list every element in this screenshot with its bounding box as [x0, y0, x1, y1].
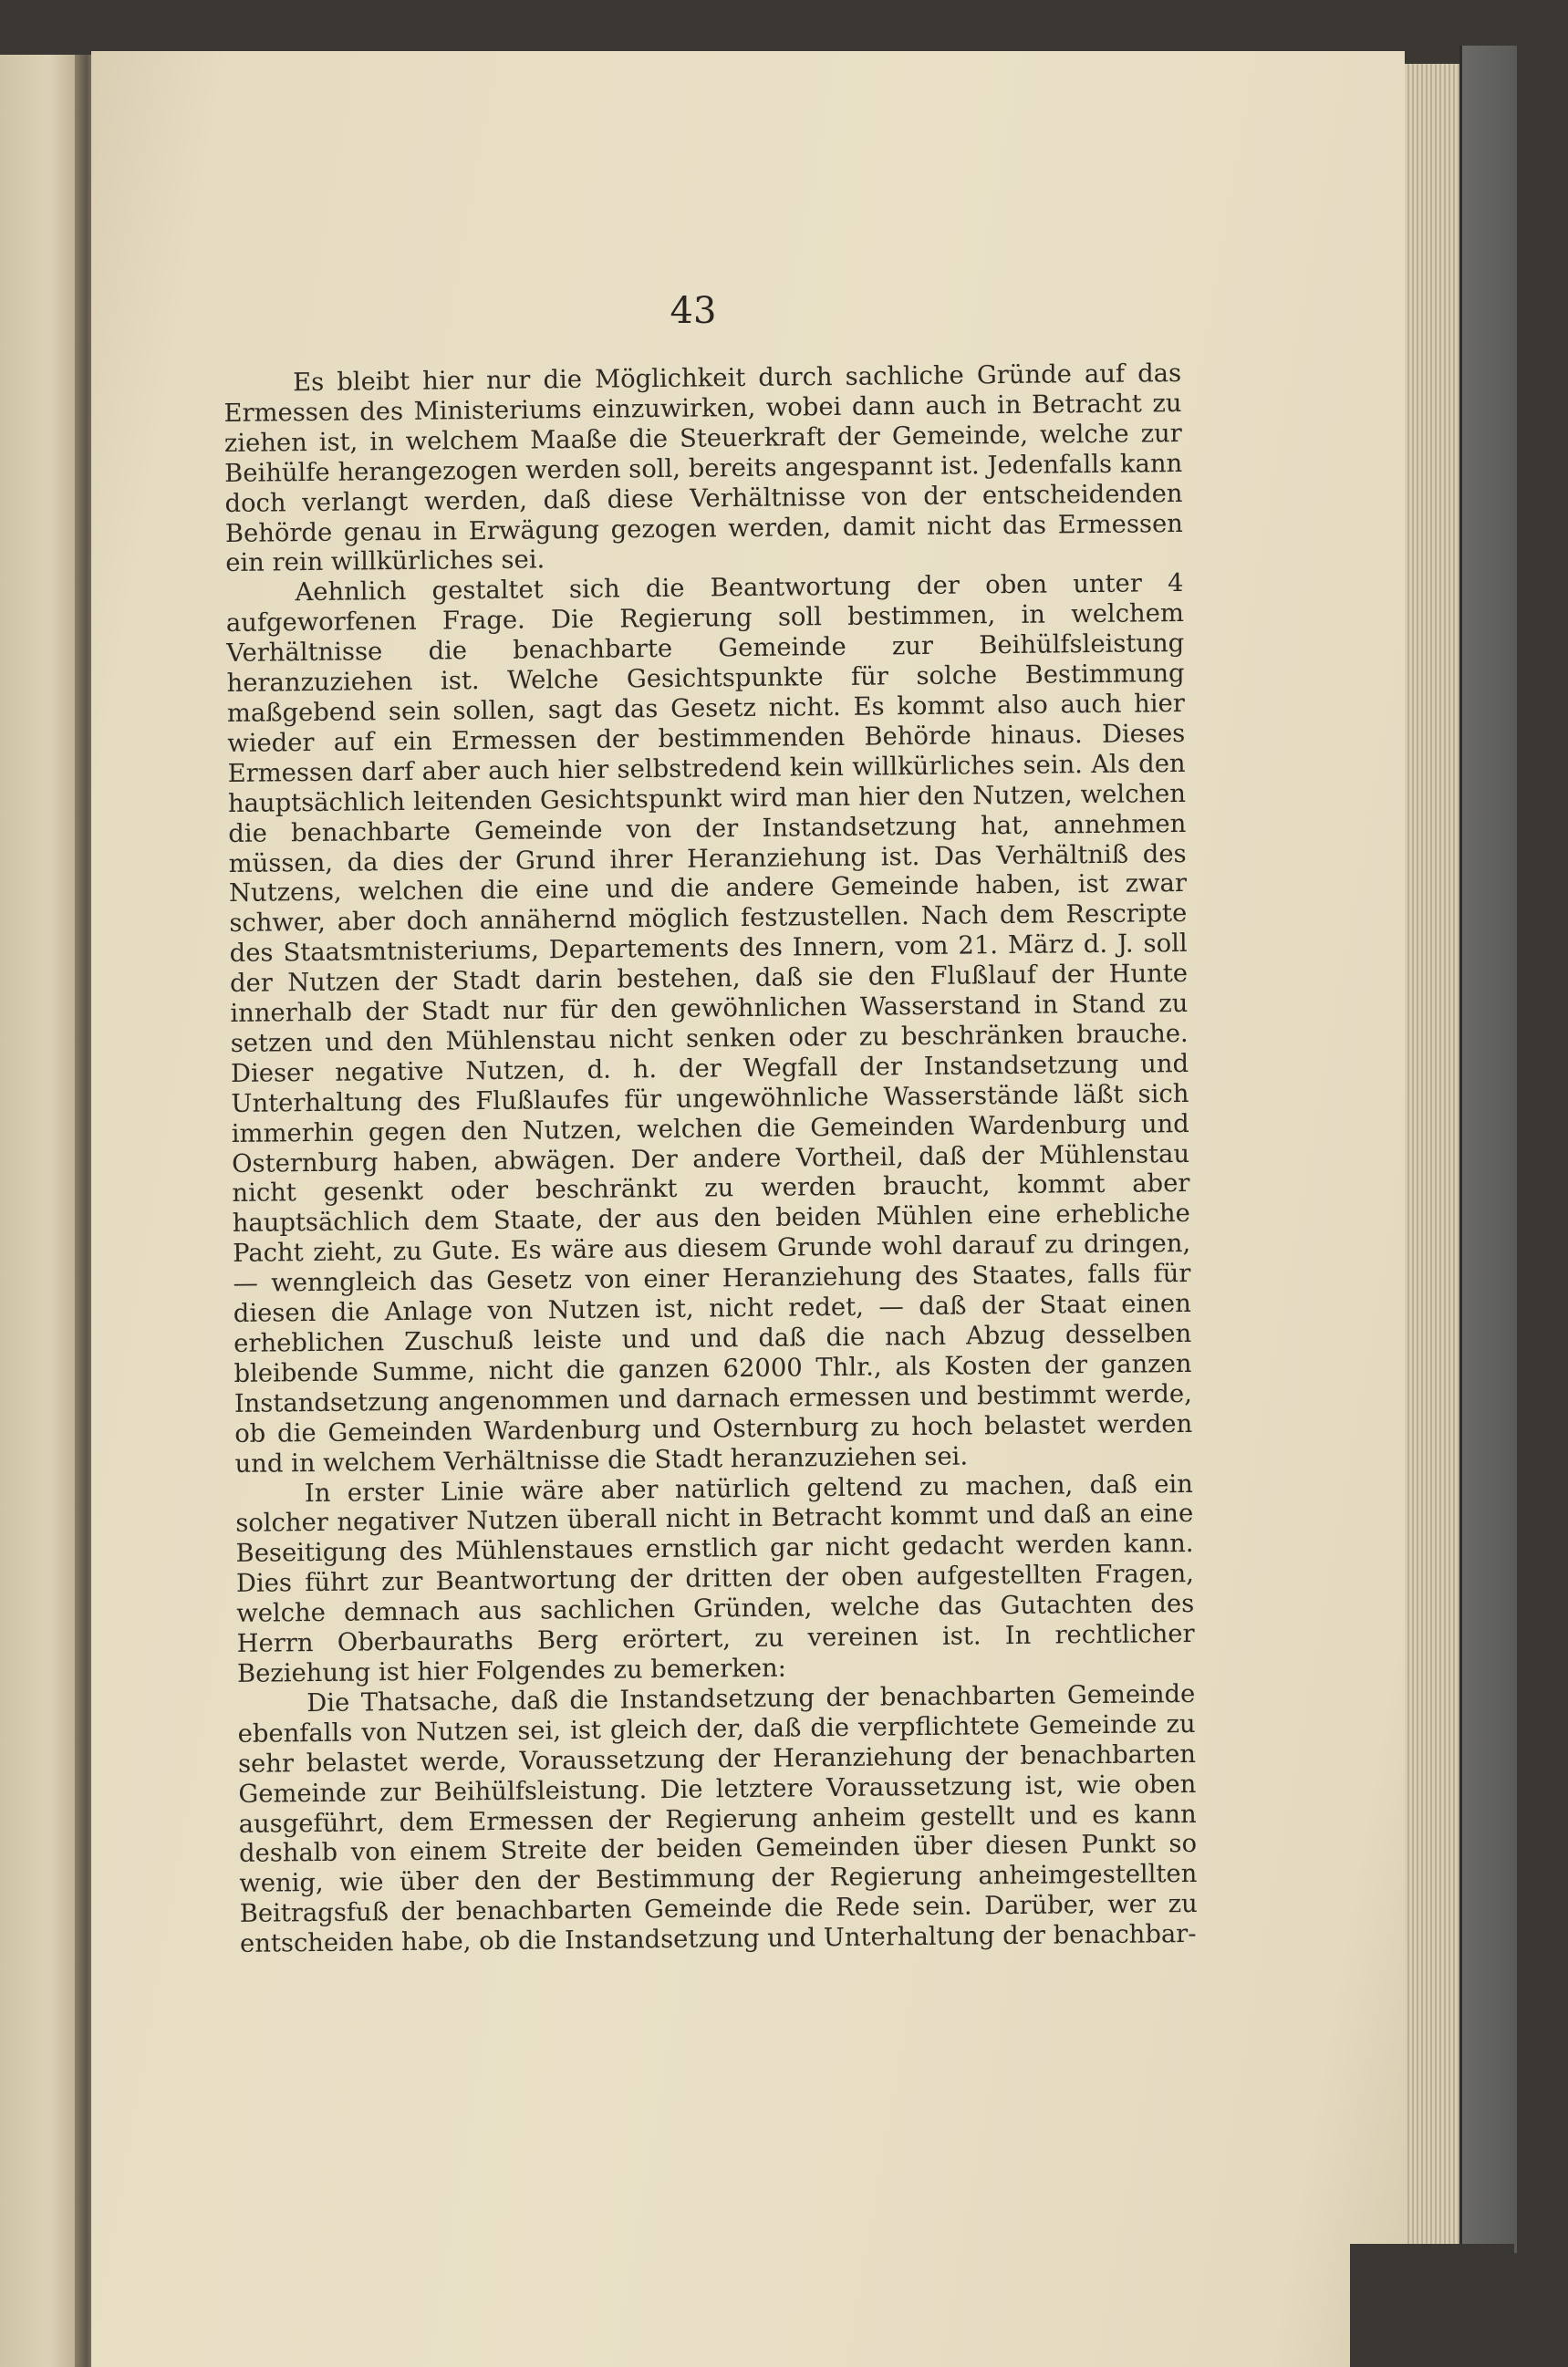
- book-cover-edge: [1459, 46, 1517, 2253]
- background-corner: [1350, 2244, 1514, 2367]
- facing-page-edge: [0, 55, 82, 2367]
- paragraph: Aehnlich gestaltet sich die Beantwortung der oben unter 4 aufgeworfenen Frage. Die Regierung soll bestimmen, in welchem Verhältnisse die benachbarte Gemeinde zur Beihülfsleistung heranzuziehen ist. Welche Gesichtspunkte für solche Bestimmung maßgebend sein sollen, sagt das Gesetz nicht. Es kommt also auch hier wieder auf ein Ermessen der bestimmenden Behörde hinaus. Dieses Ermessen darf aber auch hier selbstredend kein willkürliches sein. Als den hauptsächlich leitenden Gesichtspunkt wird man hier den Nutzen, welchen die benachbarte Gemeinde von der Instandsetzung hat, annehmen müssen, da dies der Grund ihrer Heranziehung ist. Das Verhältniß des Nutzens, welchen die eine und die andere Gemeinde haben, ist zwar schwer, aber doch annähernd möglich festzustellen. Nach dem Rescripte des Staatsmtnisteriums, Departements des Innern, vom 21. März d. J. soll der Nutzen der Stadt darin bestehen, daß sie den Flußlauf der Hunte innerhalb der Stadt nur für den gewöhnlichen Wasserstand in Stand zu setzen und den Mühlenstau nicht senken oder zu beschränken brauche. Dieser negative Nutzen, d. h. der Wegfall der Instandsetzung und Unterhaltung des Flußlaufes für ungewöhnliche Wasserstände läßt sich immerhin gegen den Nutzen, welchen die Gemeinden Wardenburg und Osternburg haben, abwägen. Der andere Vortheil, daß der Mühlenstau nicht gesenkt oder beschränkt zu werden braucht, kommt aber hauptsächlich dem Staate, der aus den beiden Mühlen eine erhebliche Pacht zieht, zu Gute. Es wäre aus diesem Grunde wohl darauf zu dringen, — wenngleich das Gesetz von einer Heranziehung des Staates, falls für diesen die Anlage von Nutzen ist, nicht redet, — daß der Staat einen erheblichen Zuschuß leiste und und daß die nach Abzug desselben bleibende Summe, nicht die ganzen 62000 Thlr., als Kosten der ganzen Instandsetzung angenommen und darnach ermessen und bestimmt werde, ob die Gemeinden Wardenburg und Osternburg zu hoch belastet werden und in welchem Verhältnisse die Stadt heranzuziehen sei.: [225, 569, 1193, 1479]
- body-text: [223, 359, 1198, 1960]
- page-stack-edges: [1405, 64, 1459, 2253]
- paragraph: In erster Linie wäre aber natürlich geltend zu machen, daß ein solcher negativer Nutzen überall nicht in Betracht kommt und daß an eine Beseitigung des Mühlenstaues ernstlich gar nicht gedacht werden kann. Dies führt zur Beantwortung der dritten der oben aufgestellten Fragen, welche demnach aus sachlichen Gründen, welche das Gutachten des Herrn Oberbauraths Berg erörtert, zu vereinen ist. In rechtlicher Beziehung ist hier Folgendes zu bemerken:: [235, 1469, 1195, 1688]
- paragraph: Es bleibt hier nur die Möglichkeit durch sachliche Gründe auf das Ermessen des Ministeriums einzuwirken, wobei dann auch in Betracht zu ziehen ist, in welchem Maaße die Steuerkraft der Gemeinde, welche zur Beihülfe herangezogen werden soll, bereits angespannt ist. Jedenfalls kann doch verlangt werden, daß diese Verhältnisse von der entscheidenden Behörde genau in Erwägung gezogen werden, damit nicht das Ermessen ein rein willkürliches sei.: [223, 359, 1183, 578]
- page-number: 43: [670, 290, 717, 332]
- paragraph: Die Thatsache, daß die Instandsetzung der benachbarten Gemeinde ebenfalls von Nutzen sei, ist gleich der, daß die verpflichtete Gemeinde zu sehr belastet werde, Voraussetzung der Heranziehung der benachbarten Gemeinde zur Beihülfsleistung. Die letztere Voraussetzung ist, wie oben ausgeführt, dem Ermessen der Regierung anheim gestellt und es kann deshalb von einem Streite der beiden Gemeinden über diesen Punkt so wenig, wie über den der Bestimmung der Regierung anheimgestellten Beitragsfuß der benachbarten Gemeinde die Rede sein. Darüber, wer zu entscheiden habe, ob die Instandsetzung und Unterhaltung der benachbar-: [237, 1679, 1198, 1959]
